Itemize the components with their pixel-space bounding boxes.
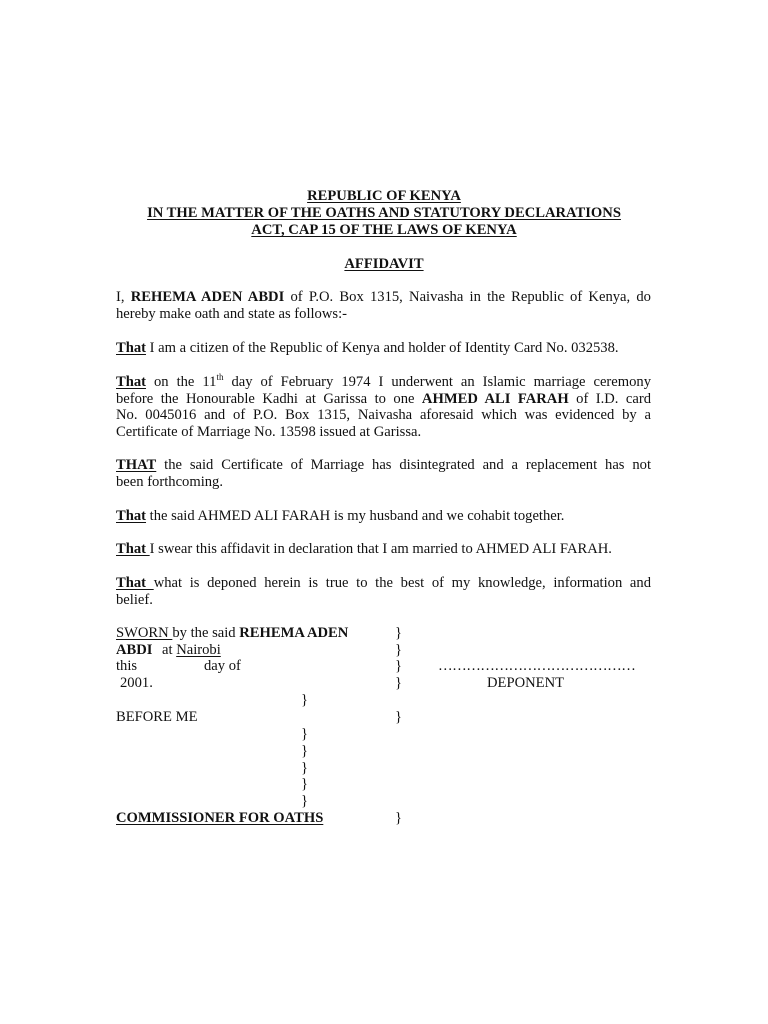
header-line-2: IN THE MATTER OF THE OATHS AND STATUTORY DECLARATIONS [147,205,621,221]
para2-line-3: No. 0045016 and of P.O. Box 1315, Naivasha aforesaid which was evidenced by a [116,407,651,424]
this-label: this [116,658,138,674]
intro-paragraph [116,289,651,322]
paragraph-declaration [116,541,651,558]
para3-lead: THAT [116,457,157,473]
para2-text-a: on the 11 [146,374,217,390]
jurat-name-part-1: REHEMA ADEN [239,625,349,641]
brace: } [301,692,309,708]
intro-line-1 [116,289,651,306]
brace: } [395,642,403,658]
signature-dotted-line: …………………………………… [438,658,636,674]
ordinal-suffix: th [216,372,224,383]
brace: } [395,675,403,691]
para3-line-2: been forthcoming. [116,473,223,490]
brace: } [301,726,309,742]
jurat-line-2 [116,642,153,659]
deponent-label: DEPONENT [487,675,565,691]
para4-lead: That [116,508,147,524]
brace: } [395,709,403,725]
para5-lead: That [116,541,150,557]
place-name: Nairobi [176,642,221,658]
brace: } [301,793,309,809]
para6-line-1 [116,575,651,592]
para6-lead: That [116,575,154,591]
para3-text: the said Certificate of Marriage has disintegrated and a replacement has not [156,457,651,473]
paragraph-marriage [116,374,651,440]
paragraph-husband [116,508,651,525]
paragraph-certificate [116,457,651,490]
para2-line2-b: of I.D. card [568,390,651,407]
header-line-1: REPUBLIC OF KENYA [307,188,461,204]
paragraph-citizenship [116,340,651,357]
husband-name: AHMED ALI FARAH [421,390,569,407]
para6-line-2: belief. [116,591,153,608]
para2-line-1 [116,374,651,391]
para6-text: what is deponed herein is true to the best of my knowledge, information and [153,575,651,591]
brace: } [395,625,403,641]
before-me-label: BEFORE ME [116,709,198,725]
commissioner-label: COMMISSIONER FOR OATHS [116,810,324,826]
day-of-label: day of [204,658,241,674]
intro-address: of P.O. Box 1315, Naivasha in the Republic of Kenya, do [284,289,651,305]
para2-line-2 [116,391,651,408]
document-title: AFFIDAVIT [344,256,424,272]
header-line-3: ACT, CAP 15 OF THE LAWS OF KENYA [251,222,517,238]
brace: } [301,776,309,792]
para1-lead: That [116,340,147,356]
para1-text: I am a citizen of the Republic of Kenya and holder of Identity Card No. 032538. [146,340,619,356]
year-label: 2001. [120,675,153,691]
para2-lead: That [116,374,147,390]
at-label: at [162,642,177,658]
brace: } [395,658,403,674]
paragraph-truth [116,575,651,608]
para2-line-4: Certificate of Marriage No. 13598 issued at Garissa. [116,423,422,440]
jurat-name-part-2: ABDI [116,642,153,658]
deponent-name: REHEMA ADEN ABDI [130,289,285,305]
jurat-place [162,642,221,659]
para3-line-1 [116,457,651,474]
para5-text: I swear this affidavit in declaration that I am married to AHMED ALI FARAH. [149,541,612,557]
para2-line2-a: before the Honourable Kadhi at Garissa to one [116,390,422,407]
para4-text: the said AHMED ALI FARAH is my husband and we cohabit together. [146,508,565,524]
brace: } [301,743,309,759]
jurat-line-1 [116,625,348,642]
intro-line-2: hereby make oath and state as follows:- [116,305,347,322]
by-the-said-label: by the said [172,625,240,641]
intro-prefix: I, [116,289,131,305]
brace: } [395,810,403,826]
para2-text-b: day of February 1974 I underwent an Islamic marriage ceremony [223,374,652,390]
sworn-label: SWORN [116,625,173,641]
brace: } [301,760,309,776]
